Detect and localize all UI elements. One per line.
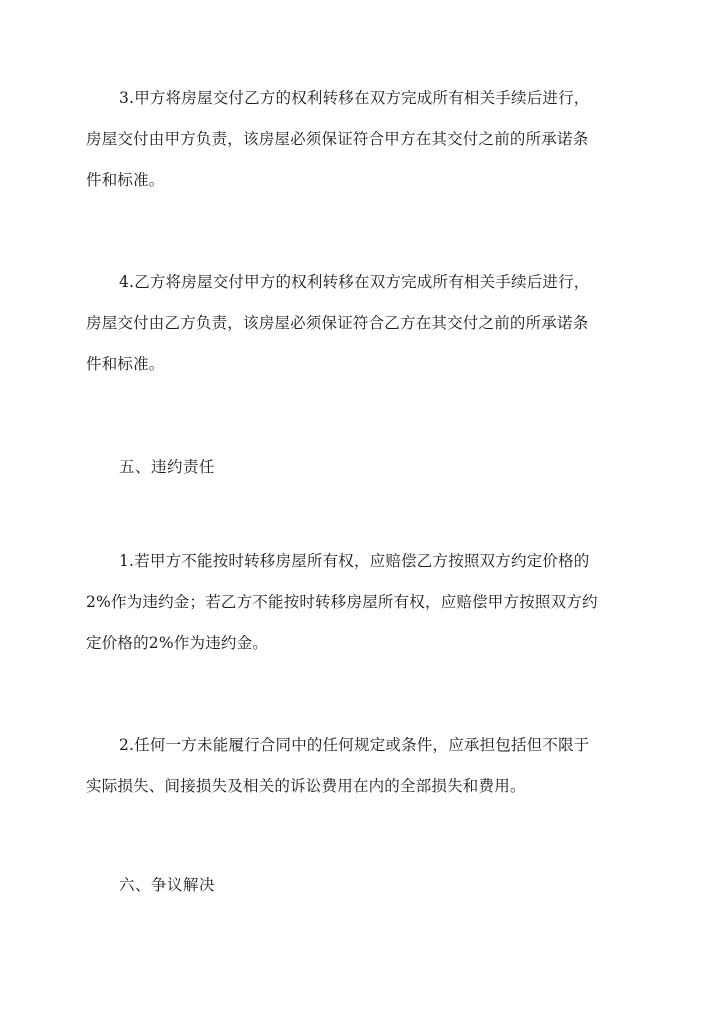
breach-clause-1-paragraph (86, 541, 646, 664)
paragraph-line: 2.任何一方未能履行合同中的任何规定或条件，应承担包括但不限于 (119, 736, 590, 754)
paragraph-line: 件和标准。 (86, 171, 165, 189)
paragraph-line: 1.若甲方不能按时转移房屋所有权，应赔偿乙方按照双方约定价格的 (119, 552, 590, 570)
paragraph-line: 2%作为违约金；若乙方不能按时转移房屋所有权，应赔偿甲方按照双方约 (86, 593, 598, 611)
clause-3-paragraph (86, 78, 646, 201)
clause-4-paragraph (86, 262, 646, 385)
breach-clause-2-paragraph (86, 725, 646, 807)
paragraph-line: 房屋交付由乙方负责，该房屋必须保证符合乙方在其交付之前的所承诺条 (86, 314, 589, 332)
section-heading-dispute-resolution: 六、争议解决 (119, 876, 216, 894)
paragraph-line: 定价格的2%作为违约金。 (86, 634, 268, 652)
paragraph-line: 实际损失、间接损失及相关的诉讼费用在内的全部损失和费用。 (86, 777, 526, 795)
paragraph-line: 3.甲方将房屋交付乙方的权利转移在双方完成所有相关手续后进行， (119, 89, 590, 107)
section-heading-breach-liability: 五、违约责任 (119, 458, 216, 476)
paragraph-line: 房屋交付由甲方负责，该房屋必须保证符合甲方在其交付之前的所承诺条 (86, 130, 589, 148)
paragraph-line: 4.乙方将房屋交付甲方的权利转移在双方完成所有相关手续后进行， (119, 273, 590, 291)
paragraph-line: 件和标准。 (86, 355, 165, 373)
